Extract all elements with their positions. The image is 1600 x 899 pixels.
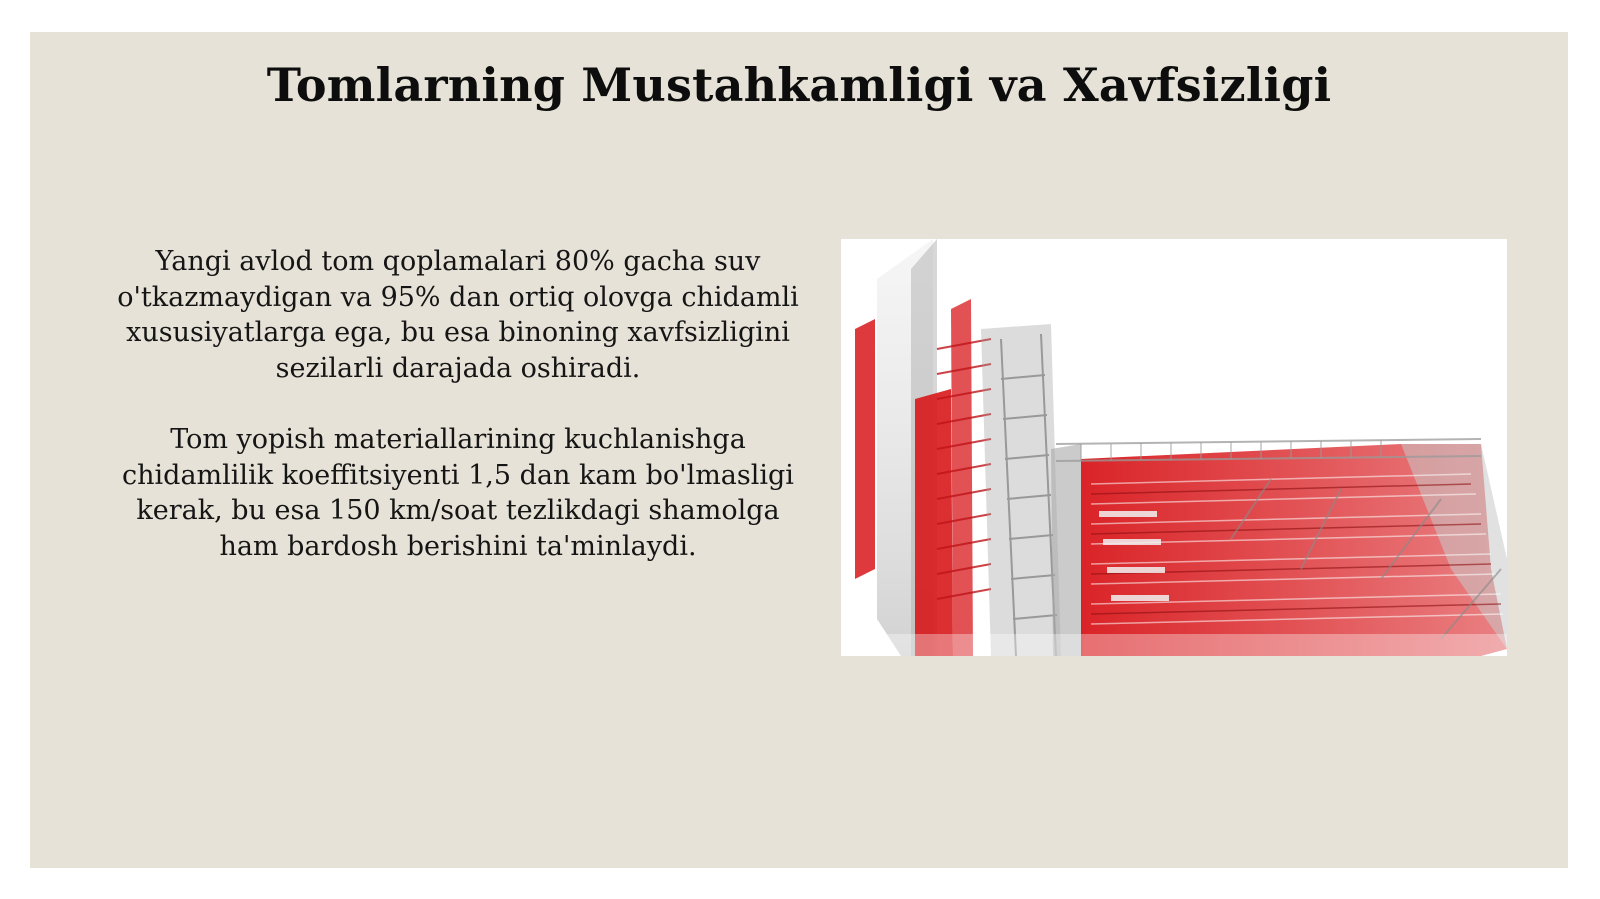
slide (30, 32, 1568, 868)
roof-frame-illustration (841, 239, 1507, 656)
body-text (108, 244, 808, 564)
paragraph-waterproof-fireproof: Yangi avlod tom qoplamalari 80% gacha suv o'tkazmaydigan va 95% dan ortiq olovga chidamli xususiyatlarga ega, bu esa binoning xavfsizligini sezilarli darajada oshiradi. (117, 246, 799, 384)
paragraph-strength-coefficient: Tom yopish materiallarining kuchlanishga chidamlilik koeffitsiyenti 1,5 dan kam bo'lmasligi kerak, bu esa 150 km/soat tezlikdagi shamolga ham bardosh berishini ta'minlaydi. (122, 424, 794, 562)
roof-frame-image (841, 239, 1507, 656)
slide-title: Tomlarning Mustahkamligi va Xavfsizligi (266, 58, 1332, 112)
